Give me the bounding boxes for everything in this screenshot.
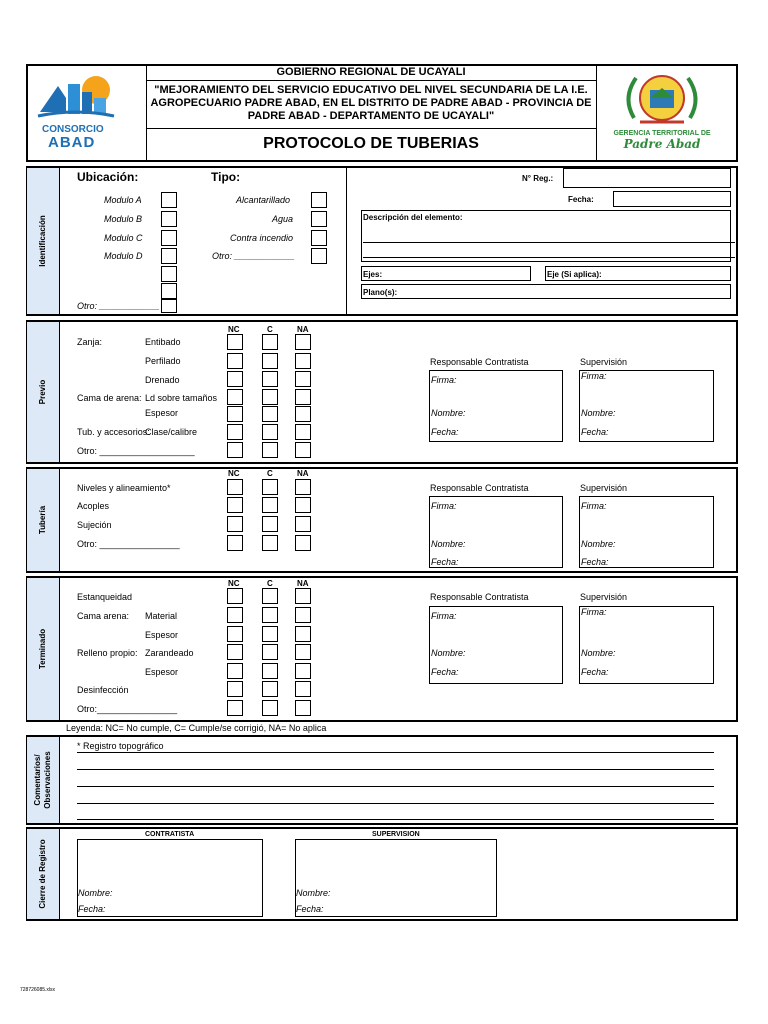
checkbox-alcantarillado[interactable] (311, 192, 327, 208)
checkbox-c[interactable] (262, 371, 278, 387)
checkbox-na[interactable] (295, 663, 311, 679)
nreg-label: N° Reg.: (522, 174, 554, 183)
responsable-contratista-label: Responsable Contratista (430, 357, 529, 367)
col-header-c: C (267, 325, 273, 334)
col-header-na: NA (297, 579, 309, 588)
terminado-row-b: Espesor (145, 630, 179, 640)
leyenda: Leyenda: NC= No cumple, C= Cumple/se corrigió, NA= No aplica (66, 723, 327, 733)
checkbox-c[interactable] (262, 353, 278, 369)
checkbox-na[interactable] (295, 535, 311, 551)
fecha-label: Fecha: (568, 195, 594, 204)
previo-side-label: Previo (26, 322, 60, 462)
checkbox-c[interactable] (262, 663, 278, 679)
checkbox-nc[interactable] (227, 644, 243, 660)
identificacion-side-label: Identificación (26, 168, 60, 314)
ejes-label: Ejes: (363, 270, 383, 279)
fecha-label: Fecha: (296, 904, 324, 914)
page-title: PROTOCOLO DE TUBERIAS (263, 135, 479, 152)
checkbox-ubicacion-extra[interactable] (161, 283, 177, 299)
previo-row-b: Ld sobre tamaños (145, 393, 218, 403)
terminado-side-label: Terminado (26, 578, 60, 720)
nombre-label: Nombre: (581, 648, 616, 658)
checkbox-nc[interactable] (227, 681, 243, 697)
header-org: GOBIERNO REGIONAL DE UCAYALI (276, 66, 466, 78)
checkbox-na[interactable] (295, 644, 311, 660)
checkbox-na[interactable] (295, 406, 311, 422)
consorcio-abad-logo (36, 72, 116, 152)
supervision-label: Supervisión (580, 483, 628, 493)
checkbox-na[interactable] (295, 479, 311, 495)
tuberia-row: Otro: ________________ (77, 539, 180, 549)
descripcion-line (363, 242, 735, 243)
tuberia-side-label: Tubería (26, 469, 60, 571)
checkbox-nc[interactable] (227, 389, 243, 405)
firma-label: Firma: (581, 501, 607, 511)
ubicacion-item: Modulo B (104, 214, 143, 224)
fecha-label: Fecha: (431, 427, 459, 437)
fecha-label: Fecha: (78, 904, 106, 914)
comment-line[interactable] (77, 819, 714, 820)
cierre-side-label: Cierre de Registro (26, 829, 60, 919)
tipo-item: Alcantarillado (236, 195, 291, 205)
comment-line[interactable] (77, 786, 714, 787)
header-divider-h1 (146, 80, 596, 81)
previo-row-a: Otro: ___________________ (77, 446, 195, 456)
cierre-contratista-label: CONTRATISTA (145, 831, 195, 838)
fecha-label: Fecha: (431, 557, 459, 567)
checkbox-nc[interactable] (227, 497, 243, 513)
checkbox-na[interactable] (295, 442, 311, 458)
checkbox-na[interactable] (295, 389, 311, 405)
checkbox-c[interactable] (262, 406, 278, 422)
tuberia-row: Acoples (77, 501, 110, 511)
col-header-nc: NC (228, 579, 240, 588)
col-header-c: C (267, 469, 273, 478)
checkbox-na[interactable] (295, 353, 311, 369)
col-header-c: C (267, 579, 273, 588)
previo-row-b: Clase/calibre (145, 427, 198, 437)
terminado-row-a: Cama arena: (77, 611, 130, 621)
checkbox-nc[interactable] (227, 371, 243, 387)
plano-label: Plano(s): (363, 288, 398, 297)
checkbox-ubicacion-extra[interactable] (161, 266, 177, 282)
checkbox-c[interactable] (262, 644, 278, 660)
terminado-row-a: Otro:________________ (77, 704, 178, 714)
checkbox-c[interactable] (262, 588, 278, 604)
nombre-label: Nombre: (296, 888, 331, 898)
responsable-contratista-label: Responsable Contratista (430, 592, 529, 602)
firma-label: Firma: (431, 375, 457, 385)
firma-label: Firma: (431, 611, 457, 621)
identificacion-divider (346, 168, 347, 314)
checkbox-na[interactable] (295, 588, 311, 604)
checkbox-na[interactable] (295, 626, 311, 642)
checkbox-nc[interactable] (227, 442, 243, 458)
nombre-label: Nombre: (581, 539, 616, 549)
logo-right-line2: Padre Abad (623, 137, 701, 151)
previo-row-b: Espesor (145, 408, 179, 418)
checkbox-nc[interactable] (227, 353, 243, 369)
checkbox-c[interactable] (262, 681, 278, 697)
previo-row-a: Cama de arena: (77, 393, 142, 403)
col-header-na: NA (297, 325, 309, 334)
ubicacion-label: Ubicación: (77, 170, 139, 184)
checkbox-modulo-b[interactable] (161, 211, 177, 227)
previo-row-b: Drenado (145, 375, 180, 385)
fecha-label: Fecha: (581, 667, 609, 677)
logo-left-line1: CONSORCIO (42, 124, 104, 135)
checkbox-c[interactable] (262, 497, 278, 513)
nombre-label: Nombre: (78, 888, 113, 898)
comment-line[interactable] (77, 803, 714, 804)
checkbox-modulo-d[interactable] (161, 248, 177, 264)
comment-line[interactable] (77, 752, 714, 753)
terminado-row-a: Estanqueidad (77, 592, 133, 602)
checkbox-c[interactable] (262, 389, 278, 405)
ubicacion-item: Modulo C (104, 233, 143, 243)
fecha-label: Fecha: (581, 427, 609, 437)
tipo-label: Tipo: (211, 170, 241, 184)
col-header-nc: NC (228, 325, 240, 334)
fecha-label: Fecha: (431, 667, 459, 677)
logo-left-line2: ABAD (48, 134, 96, 151)
responsable-contratista-label: Responsable Contratista (430, 483, 529, 493)
col-header-nc: NC (228, 469, 240, 478)
tipo-item: Contra incendio (230, 233, 294, 243)
supervision-label: Supervisión (580, 357, 628, 367)
nombre-label: Nombre: (431, 539, 466, 549)
checkbox-c[interactable] (262, 442, 278, 458)
supervision-label: Supervisión (580, 592, 628, 602)
firma-label: Firma: (581, 607, 607, 617)
nombre-label: Nombre: (431, 648, 466, 658)
comment-line[interactable] (77, 769, 714, 770)
checkbox-na[interactable] (295, 516, 311, 532)
checkbox-ubicacion-otro[interactable] (161, 299, 177, 313)
checkbox-tipo-otro[interactable] (311, 248, 327, 264)
checkbox-na[interactable] (295, 700, 311, 716)
previo-row-b: Entibado (145, 337, 181, 347)
ubicacion-item: Modulo D (104, 251, 143, 261)
terminado-row-b: Material (145, 611, 178, 621)
firma-label: Firma: (431, 501, 457, 511)
checkbox-nc[interactable] (227, 334, 243, 350)
previo-row-b: Perfilado (145, 356, 181, 366)
firma-label: Firma: (581, 371, 607, 381)
checkbox-na[interactable] (295, 607, 311, 623)
checkbox-na[interactable] (295, 334, 311, 350)
checkbox-c[interactable] (262, 424, 278, 440)
comentarios-first-line: * Registro topográfico (77, 741, 164, 751)
gerencia-territorial-logo (612, 68, 712, 158)
ubicacion-item: Modulo A (104, 195, 142, 205)
nombre-label: Nombre: (581, 408, 616, 418)
checkbox-agua[interactable] (311, 211, 327, 227)
terminado-row-a: Relleno propio: (77, 648, 138, 658)
seal-logo-icon (612, 68, 712, 128)
previo-row-a: Zanja: (77, 337, 103, 347)
checkbox-contra-incendio[interactable] (311, 230, 327, 246)
checkbox-na[interactable] (295, 424, 311, 440)
cierre-supervision-box[interactable] (295, 839, 497, 917)
logo-right-line1: GERENCIA TERRITORIAL DE (613, 130, 711, 137)
checkbox-c[interactable] (262, 535, 278, 551)
descripcion-label: Descripción del elemento: (363, 213, 463, 222)
tipo-item: Agua (272, 214, 294, 224)
checkbox-c[interactable] (262, 334, 278, 350)
fecha-label: Fecha: (581, 557, 609, 567)
ejes-field[interactable] (361, 266, 531, 281)
header-divider-h2 (146, 128, 596, 129)
eje-si-aplica-label: Eje (Si aplica): (547, 270, 602, 279)
checkbox-nc[interactable] (227, 479, 243, 495)
tuberia-row: Sujeción (77, 520, 112, 530)
terminado-row-a: Desinfección (77, 685, 129, 695)
checkbox-nc[interactable] (227, 663, 243, 679)
checkbox-nc[interactable] (227, 535, 243, 551)
header-project: "MEJORAMIENTO DEL SERVICIO EDUCATIVO DEL NIVEL SECUNDARIA DE LA I.E. AGROPECUARIO PADRE ABAD, EN EL DISTRITO DE PADRE ABAD - PROVINCIA DE PADRE ABAD - DEPARTAMENTO DE UCAYALI" (150, 84, 592, 122)
checkbox-c[interactable] (262, 700, 278, 716)
checkbox-nc[interactable] (227, 607, 243, 623)
footer-file-name: 728726085.xlsx (20, 987, 56, 993)
checkbox-nc[interactable] (227, 588, 243, 604)
checkbox-c[interactable] (262, 479, 278, 495)
nombre-label: Nombre: (431, 408, 466, 418)
checkbox-modulo-c[interactable] (161, 230, 177, 246)
plano-field[interactable] (361, 284, 731, 299)
terminado-row-b: Espesor (145, 667, 179, 677)
checkbox-nc[interactable] (227, 626, 243, 642)
nreg-field[interactable] (563, 168, 731, 188)
fecha-field[interactable] (613, 191, 731, 207)
checkbox-c[interactable] (262, 626, 278, 642)
checkbox-na[interactable] (295, 371, 311, 387)
descripcion-line (363, 257, 735, 258)
header-divider-right (596, 64, 597, 162)
checkbox-na[interactable] (295, 497, 311, 513)
checkbox-nc[interactable] (227, 406, 243, 422)
comentarios-side-label: Comentarios/ Observaciones (26, 737, 60, 823)
previo-row-a: Tub. y accesorios: (77, 427, 150, 437)
col-header-na: NA (297, 469, 309, 478)
checkbox-modulo-a[interactable] (161, 192, 177, 208)
tipo-otro: Otro: ____________ (212, 251, 295, 261)
buildings-logo-icon (36, 72, 116, 122)
checkbox-nc[interactable] (227, 700, 243, 716)
checkbox-c[interactable] (262, 516, 278, 532)
terminado-row-b: Zarandeado (145, 648, 194, 658)
cierre-supervision-label: SUPERVISION (372, 831, 420, 838)
checkbox-nc[interactable] (227, 516, 243, 532)
tuberia-row: Niveles y alineamiento* (77, 483, 171, 493)
checkbox-c[interactable] (262, 607, 278, 623)
checkbox-nc[interactable] (227, 424, 243, 440)
ubicacion-otro: Otro: ____________ (77, 301, 160, 311)
checkbox-na[interactable] (295, 681, 311, 697)
